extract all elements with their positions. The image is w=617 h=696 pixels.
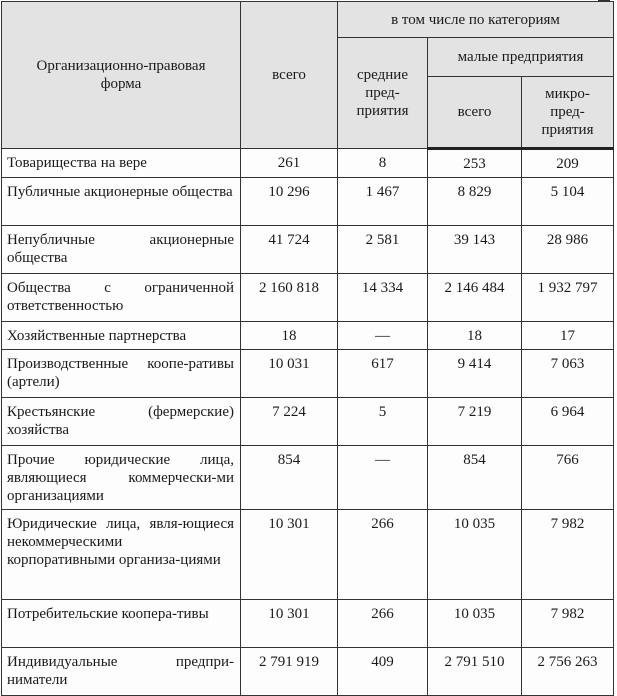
row-small-total: 10 035 bbox=[428, 600, 522, 648]
row-medium: — bbox=[338, 446, 428, 510]
row-name: Крестьянские (фермерские) хозяйства bbox=[2, 398, 241, 446]
header-by-category: в том числе по категориям bbox=[338, 2, 614, 38]
enterprises-table bbox=[1, 1, 614, 696]
row-micro: 17 bbox=[522, 322, 614, 350]
row-total: 2 791 919 bbox=[241, 648, 338, 696]
row-medium: 8 bbox=[338, 149, 428, 178]
row-total: 854 bbox=[241, 446, 338, 510]
header-micro: микро-пред-приятия bbox=[522, 77, 614, 149]
row-name: Производственные коопе-ративы (артели) bbox=[2, 350, 241, 398]
row-name: Общества с ограниченной ответственностью bbox=[2, 274, 241, 322]
table-row bbox=[2, 398, 614, 446]
row-medium: 14 334 bbox=[338, 274, 428, 322]
row-small-total: 2 791 510 bbox=[428, 648, 522, 696]
row-medium: 5 bbox=[338, 398, 428, 446]
row-medium: — bbox=[338, 322, 428, 350]
row-name: Товарищества на вере bbox=[2, 149, 241, 178]
row-micro: 7 982 bbox=[522, 600, 614, 648]
row-micro: 766 bbox=[522, 446, 614, 510]
row-small-total: 854 bbox=[428, 446, 522, 510]
table-row bbox=[2, 648, 614, 696]
row-total: 10 296 bbox=[241, 178, 338, 226]
row-name: Юридические лица, явля-ющиеся некоммерческими корпоративными организа-циями bbox=[2, 510, 241, 600]
row-name: Хозяйственные партнерства bbox=[2, 322, 241, 350]
table-header bbox=[2, 2, 614, 149]
table-row bbox=[2, 322, 614, 350]
table-row bbox=[2, 274, 614, 322]
table-row bbox=[2, 510, 614, 600]
row-small-total: 253 bbox=[428, 149, 522, 178]
row-total: 10 301 bbox=[241, 510, 338, 600]
row-name: Непубличные акционерные общества bbox=[2, 226, 241, 274]
row-small-total: 2 146 484 bbox=[428, 274, 522, 322]
row-medium: 409 bbox=[338, 648, 428, 696]
row-micro: 5 104 bbox=[522, 178, 614, 226]
row-total: 10 301 bbox=[241, 600, 338, 648]
header-medium: средние пред-приятия bbox=[338, 38, 428, 149]
table-row bbox=[2, 226, 614, 274]
row-medium: 2 581 bbox=[338, 226, 428, 274]
row-total: 7 224 bbox=[241, 398, 338, 446]
header-form: Организационно-правовая форма bbox=[2, 2, 241, 149]
row-small-total: 7 219 bbox=[428, 398, 522, 446]
table-row bbox=[2, 149, 614, 178]
table-row bbox=[2, 600, 614, 648]
row-medium: 266 bbox=[338, 510, 428, 600]
row-micro: 1 932 797 bbox=[522, 274, 614, 322]
table-row bbox=[2, 446, 614, 510]
row-micro: 7 063 bbox=[522, 350, 614, 398]
table-row bbox=[2, 178, 614, 226]
row-name: Публичные акционерные общества bbox=[2, 178, 241, 226]
row-micro: 28 986 bbox=[522, 226, 614, 274]
header-small-total: всего bbox=[428, 77, 522, 149]
row-small-total: 10 035 bbox=[428, 510, 522, 600]
row-small-total: 9 414 bbox=[428, 350, 522, 398]
row-medium: 266 bbox=[338, 600, 428, 648]
row-total: 2 160 818 bbox=[241, 274, 338, 322]
row-total: 41 724 bbox=[241, 226, 338, 274]
row-total: 10 031 bbox=[241, 350, 338, 398]
row-micro: 7 982 bbox=[522, 510, 614, 600]
row-medium: 1 467 bbox=[338, 178, 428, 226]
row-micro: 6 964 bbox=[522, 398, 614, 446]
row-total: 18 bbox=[241, 322, 338, 350]
row-small-total: 39 143 bbox=[428, 226, 522, 274]
table-body bbox=[2, 149, 614, 696]
row-small-total: 8 829 bbox=[428, 178, 522, 226]
row-micro: 2 756 263 bbox=[522, 648, 614, 696]
row-name: Потребительские коопера-тивы bbox=[2, 600, 241, 648]
table-row bbox=[2, 350, 614, 398]
row-medium: 617 bbox=[338, 350, 428, 398]
row-total: 261 bbox=[241, 149, 338, 178]
header-small: малые предприятия bbox=[428, 38, 614, 77]
row-name: Индивидуальные предпри-ниматели bbox=[2, 648, 241, 696]
row-name: Прочие юридические лица, являющиеся коммерчески-ми организациями bbox=[2, 446, 241, 510]
header-total: всего bbox=[241, 2, 338, 149]
row-small-total: 18 bbox=[428, 322, 522, 350]
row-micro: 209 bbox=[522, 149, 614, 178]
